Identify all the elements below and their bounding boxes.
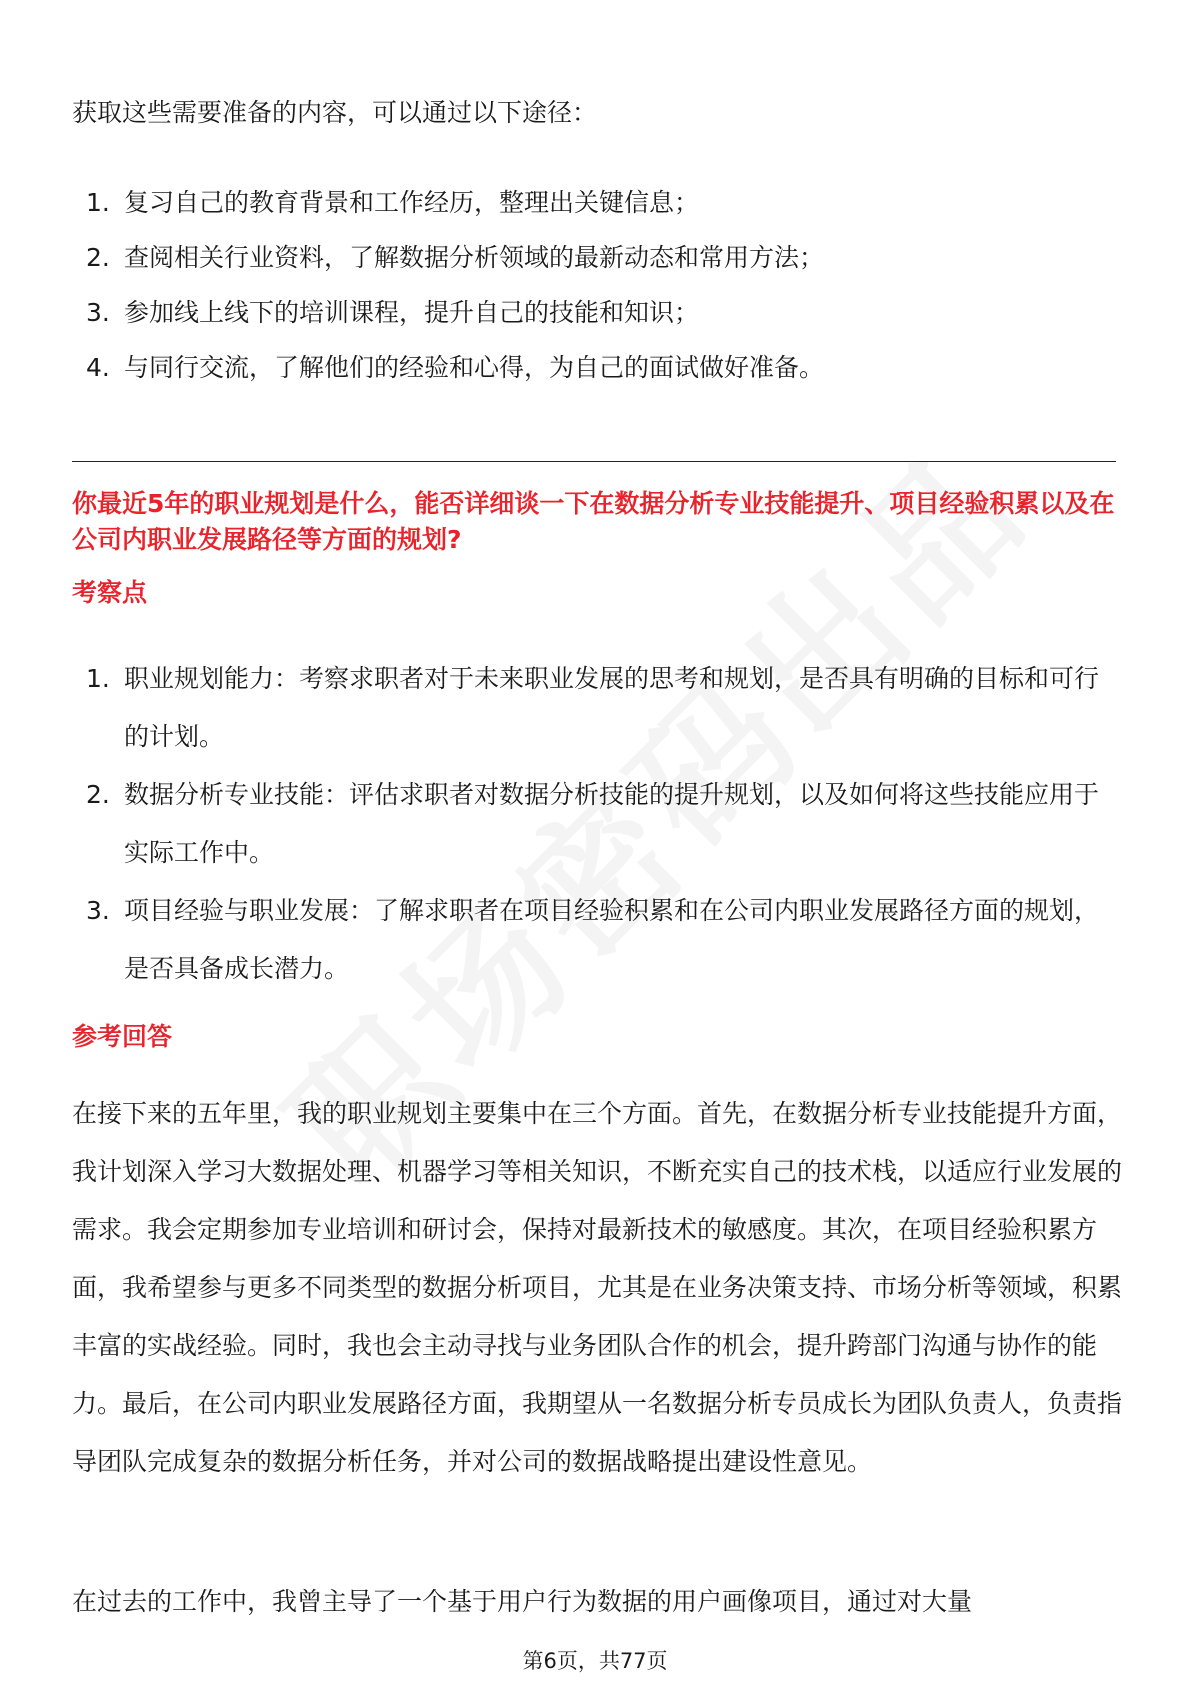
exam-points-label: 考察点 [72, 578, 148, 607]
exam-points-list [72, 650, 1112, 998]
list-item [72, 882, 1112, 998]
list-number: 3. [86, 896, 110, 925]
list-item-text: 数据分析专业技能：评估求职者对数据分析技能的提升规划，以及如何将这些技能应用于实际工作中。 [124, 780, 1100, 867]
list-number: 2. [86, 780, 110, 809]
page-footer: 第6页，共77页 [522, 1649, 668, 1673]
list-item-text: 查阅相关行业资料，了解数据分析领域的最新动态和常用方法； [124, 243, 825, 272]
list-number: 1. [86, 664, 110, 693]
list-number: 3. [86, 298, 110, 327]
list-item-text: 复习自己的教育背景和工作经历，整理出关键信息； [124, 188, 700, 217]
list-item [72, 351, 1112, 385]
list-item [72, 650, 1112, 766]
list-item-text: 职业规划能力：考察求职者对于未来职业发展的思考和规划，是否具有明确的目标和可行的计划。 [124, 664, 1100, 751]
list-item-text: 与同行交流，了解他们的经验和心得，为自己的面试做好准备。 [124, 353, 825, 382]
answer-paragraph: 在接下来的五年里，我的职业规划主要集中在三个方面。首先，在数据分析专业技能提升方面，我计划深入学习大数据处理、机器学习等相关知识，不断充实自己的技术栈，以适应行业发展的需求。我会定期参加专业培训和研讨会，保持对最新技术的敏感度。其次，在项目经验积累方面，我希望参与更多不同类型的数据分析项目，尤其是在业务决策支持、市场分析等领域，积累丰富的实战经验。同时，我也会主动寻找与业务团队合作的机会，提升跨部门沟通与协作的能力。最后，在公司内职业发展路径方面，我期望从一名数据分析专员成长为团队负责人，负责指导团队完成复杂的数据分析任务，并对公司的数据战略提出建设性意见。 [72, 1099, 1123, 1476]
answer-label: 参考回答 [72, 1022, 173, 1051]
list-number: 2. [86, 243, 110, 272]
prep-list [72, 186, 1112, 406]
answer-paragraph: 在过去的工作中，我曾主导了一个基于用户行为数据的用户画像项目，通过对大量 [72, 1587, 973, 1616]
intro-text: 获取这些需要准备的内容，可以通过以下途径： [72, 98, 598, 127]
list-item [72, 241, 1112, 275]
list-item [72, 296, 1112, 330]
question-heading: 你最近5年的职业规划是什么，能否详细谈一下在数据分析专业技能提升、项目经验积累以及在公司内职业发展路径等方面的规划? [72, 489, 1115, 554]
list-item-text: 参加线上线下的培训课程，提升自己的技能和知识； [124, 298, 700, 327]
list-number: 4. [86, 353, 110, 382]
list-item-text: 项目经验与职业发展：了解求职者在项目经验积累和在公司内职业发展路径方面的规划，是否具备成长潜力。 [124, 896, 1100, 983]
list-number: 1. [86, 188, 110, 217]
list-item [72, 186, 1112, 220]
section-divider [72, 461, 1116, 462]
list-item [72, 766, 1112, 882]
